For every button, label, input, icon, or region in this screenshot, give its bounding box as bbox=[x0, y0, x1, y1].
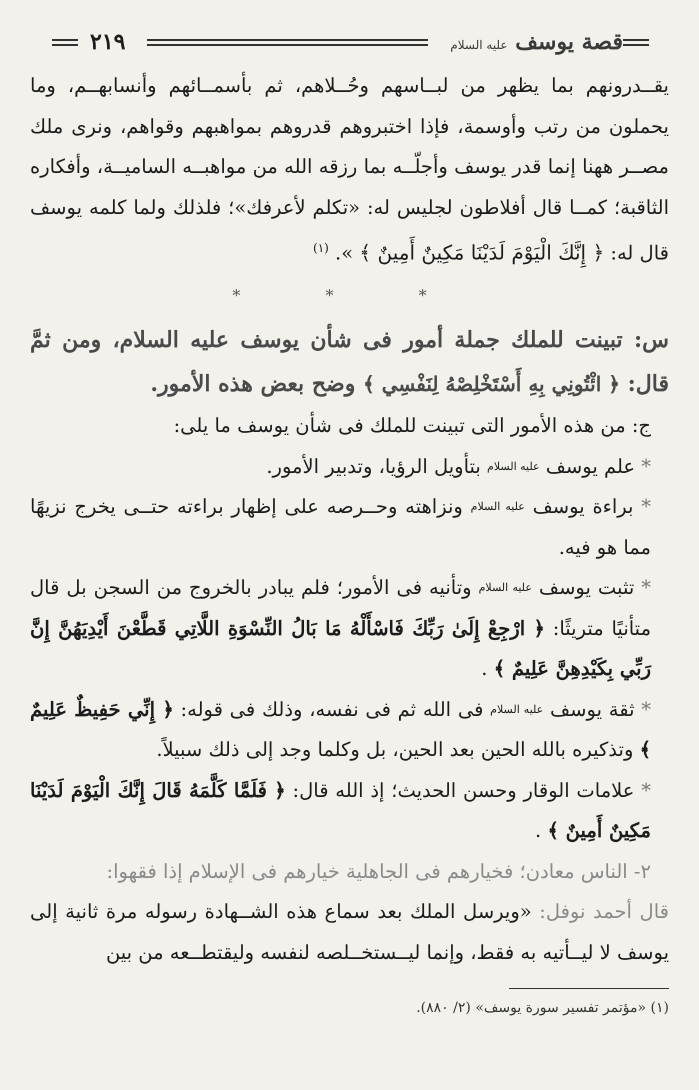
question-end: وضح بعض هذه الأمور. bbox=[150, 371, 356, 397]
header-rule-left bbox=[52, 39, 78, 46]
running-title-text: قصة يوسف bbox=[515, 29, 623, 55]
footnote-divider bbox=[509, 988, 669, 989]
bullet-icon: * bbox=[634, 778, 651, 802]
page-body bbox=[30, 66, 669, 973]
honorific: عليه السلام bbox=[470, 500, 525, 513]
page-header bbox=[52, 22, 659, 62]
page-number: ٢١٩ bbox=[90, 29, 126, 55]
paragraph-last-text: «ويرسل الملك بعد سماع هذه الشــهادة رسوله مرة ثانية إلى يوسف لا ليــأتيه به فقط، وإنما ليــستخــلصه لنفسه وليقتطــعه من بين bbox=[30, 900, 669, 964]
item-text: براءة يوسف bbox=[532, 495, 634, 518]
list-item bbox=[30, 771, 669, 852]
item-text: تثبت يوسف bbox=[538, 576, 635, 599]
list-item bbox=[30, 447, 669, 488]
item-text: . bbox=[535, 819, 542, 842]
header-rule-middle bbox=[147, 39, 428, 46]
section-heading: ٢- الناس معادن؛ فخيارهم فى الجاهلية خيارهم فى الإسلام إذا فقهوا: bbox=[106, 859, 651, 883]
item-text: وتأنيه فى الأمور؛ فلم يبادر بالخروج من السجن بل قال متأنيًا متريثًا: bbox=[30, 576, 652, 640]
quran-verse: ﴿ إِنَّكَ الْيَوْمَ لَدَيْنَا مَكِينٌ أَمِينٌ ﴾ bbox=[359, 240, 605, 265]
list-item bbox=[30, 487, 669, 568]
paragraph-last bbox=[30, 892, 669, 973]
quran-verse: ﴿ إِنِّي حَفِيظٌ عَلِيمٌ ﴾ bbox=[30, 697, 651, 761]
section-separator: * * * bbox=[232, 286, 467, 305]
bullet-icon: * bbox=[633, 495, 652, 518]
item-text: . bbox=[481, 657, 488, 680]
answer-intro: ج: من هذه الأمور التى تبينت للملك فى شأن يوسف ما يلى: bbox=[173, 414, 651, 437]
footnote bbox=[30, 1000, 669, 1016]
quote-close: ». bbox=[335, 241, 354, 265]
running-title-honorific: عليه السلام bbox=[450, 38, 508, 52]
item-text: ثقة يوسف bbox=[549, 697, 635, 721]
footnote-text: «مؤتمر تفسير سورة يوسف» (٢/ ٨٨٠). bbox=[416, 1000, 647, 1016]
list-item bbox=[30, 568, 669, 690]
bullet-icon: * bbox=[634, 697, 651, 721]
item-text: علم يوسف bbox=[545, 454, 636, 478]
item-text: بتأويل الرؤيا، وتدبير الأمور. bbox=[266, 454, 481, 478]
header-rule-right bbox=[623, 39, 649, 46]
honorific: عليه السلام bbox=[490, 702, 544, 716]
paragraph-intro-text: يقــدرونهم بما يظهر من لبــاسهم وحُــلاهم، ثم بأسمــائهم وأنسابهــم، وما يحملون من رتب وأوسمة، فإذا اختبروهم قدروهم بمواهبهم وقواهم، ونرى ملك مصــر ههنا إنما قدر يوسف وأجلّــه بما رزقه الله من مواهبــه الساميــة، وأفكاره الثاقبة؛ كمــا قال أفلاطون لجليس له: «تكلم لأعرفك»؛ فلذلك ولما كلمه يوسف قال له: bbox=[30, 74, 669, 265]
list-item bbox=[30, 690, 669, 771]
bullet-icon: * bbox=[634, 576, 651, 599]
honorific: عليه السلام bbox=[487, 459, 540, 473]
question bbox=[30, 318, 669, 406]
item-text: فى الله ثم فى نفسه، وذلك فى قوله: bbox=[180, 697, 484, 721]
quran-verse: ﴿ ارْجِعْ إِلَىٰ رَبِّكَ فَاسْأَلْهُ مَا بَالُ النِّسْوَةِ اللَّاتِي قَطَّعْنَ أَيْدِيَهُنَّ إِنَّ رَبِّي بِكَيْدِهِنَّ عَلِيمٌ ﴾ bbox=[30, 616, 651, 680]
item-text: علامات الوقار وحسن الحديث؛ إذ الله قال: bbox=[292, 778, 635, 802]
author-label: قال أحمد نوفل: bbox=[539, 900, 669, 923]
item-text: وتذكيره بالله الحين بعد الحين، بل وكلما وجد إلى ذلك سبيلاً. bbox=[156, 738, 634, 761]
item-text: ونزاهته وحــرصه على إظهار براءته حتــى يخرج نزيهًا مما هو فيه. bbox=[30, 495, 651, 559]
question-label: س: bbox=[634, 327, 669, 353]
paragraph-intro bbox=[30, 66, 669, 274]
bullet-icon: * bbox=[635, 454, 651, 478]
footnote-marker: (١) bbox=[650, 1000, 669, 1016]
honorific: عليه السلام bbox=[478, 581, 532, 594]
quran-verse: ﴿ فَلَمَّا كَلَّمَهُ قَالَ إِنَّكَ الْيَوْمَ لَدَيْنَا مَكِينٌ أَمِينٌ ﴾ bbox=[30, 778, 651, 842]
footnote-ref: (١) bbox=[313, 241, 329, 255]
question-verse: ﴿ ائْتُونِي بِهِ أَسْتَخْلِصْهُ لِنَفْسِي ﴾ bbox=[363, 372, 620, 396]
running-title bbox=[450, 29, 623, 55]
question-text: تبينت للملك جملة أمور فى شأن يوسف عليه السلام، ومن ثمَّ قال: bbox=[30, 327, 669, 397]
